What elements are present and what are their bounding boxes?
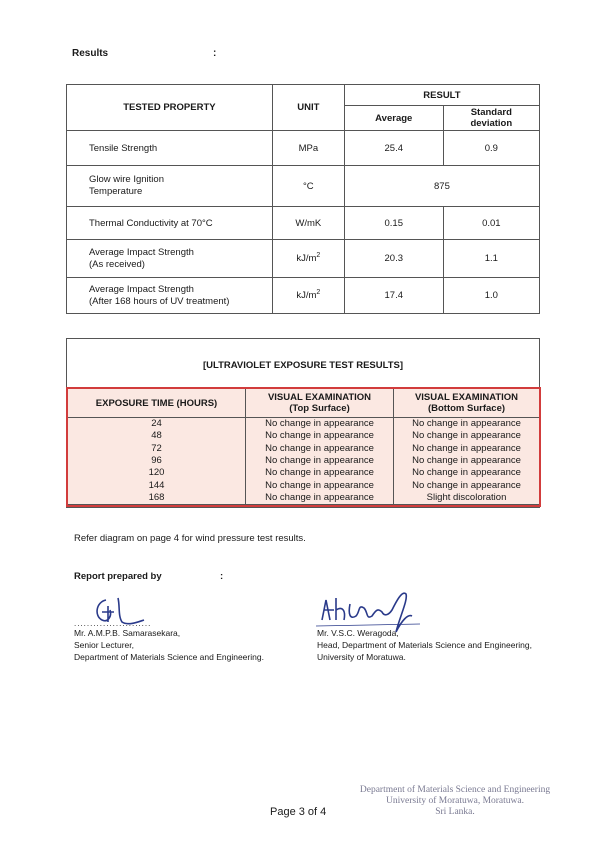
uv-header-time: EXPOSURE TIME (HOURS)	[68, 389, 246, 418]
uv-top: No change in appearance	[246, 443, 394, 455]
stamp-line2: University of Moratuwa, Moratuwa.	[386, 796, 524, 806]
header-std-dev	[443, 106, 539, 131]
signatory-2-block	[317, 627, 532, 663]
uv-time: 120	[148, 467, 165, 479]
property-unit: MPa	[272, 131, 344, 166]
property-line1: Glow wire Ignition	[89, 174, 164, 185]
table-row	[68, 418, 539, 431]
stamp-line1: Department of Materials Science and Engineering	[359, 785, 551, 795]
table-row	[68, 479, 539, 491]
results-colon: :	[213, 48, 217, 59]
unit-sup: 2	[316, 289, 321, 297]
uv-top: No change in appearance	[246, 455, 394, 467]
uv-table-title: [ULTRAVIOLET EXPOSURE TEST RESULTS]	[202, 360, 404, 371]
signatory-2-name: Mr. V.S.C. Weragoda,	[317, 628, 399, 638]
report-prepared-colon: :	[220, 571, 224, 582]
department-stamp	[350, 785, 560, 818]
header-tested-property: TESTED PROPERTY	[67, 85, 273, 131]
uv-top: No change in appearance	[246, 430, 394, 442]
uv-bottom: No change in appearance	[394, 430, 540, 442]
property-average: 20.3	[344, 240, 443, 278]
uv-header-bottom-line2: (Bottom Surface)	[427, 403, 506, 414]
uv-time: 72	[151, 442, 162, 454]
header-std-line2: deviation	[470, 118, 513, 129]
header-average: Average	[344, 106, 443, 131]
uv-time: 144	[148, 479, 165, 491]
property-line2: Temperature	[89, 186, 143, 197]
signatory-1-dept: Department of Materials Science and Engineering.	[74, 652, 264, 662]
stamp-line3: Sri Lanka.	[435, 807, 475, 817]
table-row	[67, 131, 540, 166]
signatory-1-name: Mr. A.M.P.B. Samarasekara,	[74, 628, 181, 638]
signature-1-dots: ........................	[74, 619, 152, 628]
header-unit: UNIT	[272, 85, 344, 131]
signatory-2-title: Head, Department of Materials Science and Engineering,	[317, 640, 532, 650]
table-row	[67, 207, 540, 240]
uv-bottom: Slight discoloration	[394, 492, 540, 505]
uv-bottom: No change in appearance	[394, 455, 540, 467]
header-std-line1: Standard	[470, 107, 512, 118]
table-row	[68, 443, 539, 455]
uv-top: No change in appearance	[246, 492, 394, 505]
table-row	[68, 467, 539, 479]
uv-bottom: No change in appearance	[394, 418, 540, 431]
uv-time: 24	[151, 418, 162, 430]
uv-bottom: No change in appearance	[394, 479, 540, 491]
results-heading: Results	[72, 48, 109, 59]
unit-sup: 2	[316, 252, 321, 260]
property-std: 1.1	[443, 240, 539, 278]
property-std: 1.0	[443, 278, 539, 314]
property-std: 0.9	[443, 131, 539, 166]
page-number: Page 3 of 4	[270, 806, 327, 818]
property-name	[67, 278, 273, 314]
property-line1: Average Impact Strength	[89, 246, 194, 258]
property-average: 25.4	[344, 131, 443, 166]
property-line2: (As received)	[89, 258, 145, 270]
property-unit: °C	[272, 166, 344, 207]
uv-bottom: No change in appearance	[394, 443, 540, 455]
refer-note: Refer diagram on page 4 for wind pressure test results.	[74, 533, 306, 544]
table-row	[68, 430, 539, 442]
table-row	[68, 492, 539, 505]
table-row	[67, 166, 540, 207]
table-row	[68, 455, 539, 467]
property-name: Tensile Strength	[67, 131, 273, 166]
uv-header-bottom	[394, 389, 540, 418]
table-row	[67, 240, 540, 278]
property-combined-value: 875	[344, 166, 539, 207]
signatory-1-title: Senior Lecturer,	[74, 640, 135, 650]
uv-header-top-line2: (Top Surface)	[289, 403, 350, 414]
signatory-2-dept: University of Moratuwa.	[317, 652, 406, 662]
uv-header-bottom-line1: VISUAL EXAMINATION	[414, 392, 519, 403]
property-line2: (After 168 hours of UV treatment)	[89, 295, 230, 307]
header-result: RESULT	[344, 85, 539, 106]
unit-base: kJ/m	[296, 253, 317, 265]
uv-top: No change in appearance	[246, 479, 394, 491]
property-name: Thermal Conductivity at 70°C	[67, 207, 273, 240]
properties-table	[66, 84, 540, 314]
uv-top: No change in appearance	[246, 418, 394, 431]
uv-time: 48	[151, 430, 162, 442]
property-average: 0.15	[344, 207, 443, 240]
uv-top: No change in appearance	[246, 467, 394, 479]
table-row	[67, 278, 540, 314]
signatory-1-block	[74, 627, 264, 663]
property-unit	[272, 240, 344, 278]
property-std: 0.01	[443, 207, 539, 240]
unit-base: kJ/m	[296, 290, 317, 302]
property-name	[67, 240, 273, 278]
uv-bottom: No change in appearance	[394, 467, 540, 479]
uv-results-table	[68, 389, 539, 505]
report-prepared-label: Report prepared by	[74, 571, 162, 582]
property-unit	[272, 278, 344, 314]
uv-time: 96	[151, 455, 162, 467]
property-unit: W/mK	[272, 207, 344, 240]
property-average: 17.4	[344, 278, 443, 314]
uv-header-top	[246, 389, 394, 418]
property-line1: Average Impact Strength	[89, 283, 194, 295]
uv-header-top-line1: VISUAL EXAMINATION	[267, 392, 372, 403]
property-name	[67, 166, 273, 207]
uv-time: 168	[68, 492, 246, 505]
